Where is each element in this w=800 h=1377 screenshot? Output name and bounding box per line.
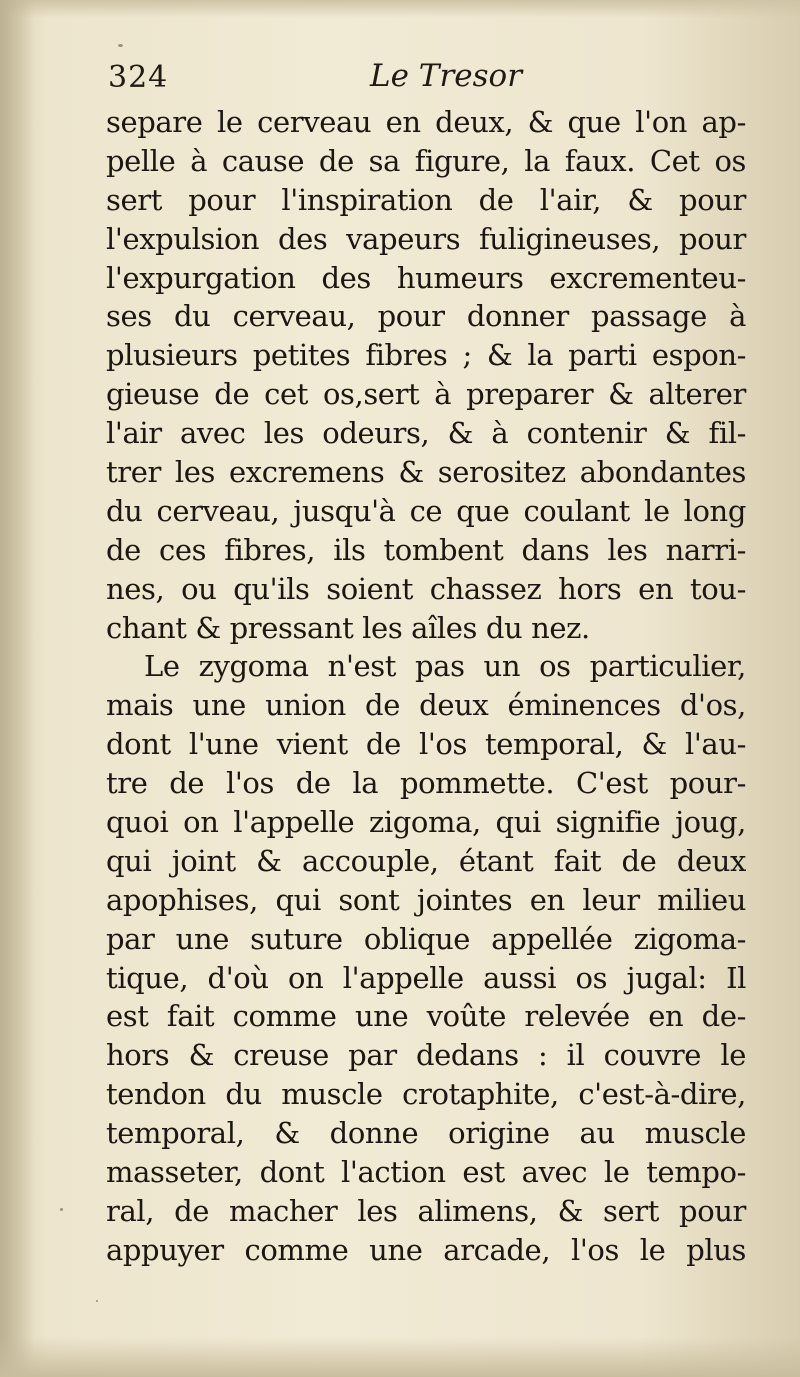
running-header [108,60,748,104]
text-line: apophises, qui sont jointes en leur milieu [106,882,746,917]
text-line: pelle à cause de sa figure, la faux. Cet os [106,143,746,178]
text-line: l'expulsion des vapeurs fuligineuses, pour [106,221,746,256]
text-line: par une suture oblique appellée zigoma- [106,921,746,956]
text-line: qui joint & accouple, étant fait de deux [106,843,746,878]
text-line: separe le cerveau en deux, & que l'on ap- [106,105,746,139]
text-line: nes, ou qu'ils soient chassez hors en tou- [106,571,746,606]
page-number: 324 [108,60,169,95]
text-line: est fait comme une voûte relevée en de- [106,999,746,1034]
text-line: tendon du muscle crotaphite, c'est-à-dire, [106,1077,746,1112]
paper-speck [60,1208,63,1211]
text-line: gieuse de cet os,sert à preparer & alterer [106,377,746,412]
text-line: de ces fibres, ils tombent dans les narri- [106,532,746,567]
text-line: tique, d'où on l'appelle aussi os jugal: Il [106,960,746,995]
paper-speck [96,1300,98,1302]
paragraph-first-line: Le zygoma n'est pas un os particulier, [144,649,746,684]
text-line: appuyer comme une arcade, l'os le plus [106,1232,746,1267]
text-line: hors & creuse par dedans : il couvre le [106,1038,746,1073]
paper-speck [118,44,123,47]
body-text [106,103,746,1270]
page-edge-bottom [0,1337,800,1377]
paragraph-last-line: chant & pressant les aîles du nez. [106,610,590,645]
text-line: ses du cerveau, pour donner passage à [106,299,746,334]
text-line: sert pour l'inspiration de l'air, & pour [106,182,746,217]
text-line: masseter, dont l'action est avec le tempo- [106,1155,746,1190]
text-line: tre de l'os de la pommette. C'est pour- [106,766,746,801]
text-line: l'expurgation des humeurs excrementeu- [106,260,746,295]
text-line: trer les excremens & serositez abondantes [106,455,746,490]
text-line: du cerveau, jusqu'à ce que coulant le long [106,493,746,528]
text-line: dont l'une vient de l'os temporal, & l'au- [106,727,746,762]
text-line: temporal, & donne origine au muscle [106,1116,746,1151]
running-title: Le Tresor [370,58,523,94]
text-line: quoi on l'appelle zigoma, qui signifie joug, [106,805,746,840]
page-edge-left [0,0,34,1377]
page-edge-top [0,0,800,18]
text-line: plusieurs petites fibres ; & la parti espon- [106,338,746,373]
text-line: ral, de macher les alimens, & sert pour [106,1193,746,1228]
text-line: mais une union de deux éminences d'os, [106,688,746,723]
text-line: l'air avec les odeurs, & à contenir & fil- [106,416,746,451]
